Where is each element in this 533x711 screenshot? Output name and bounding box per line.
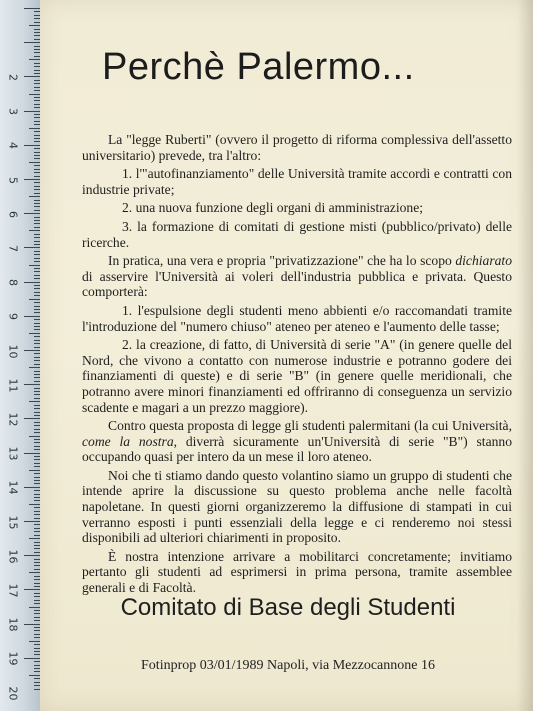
ruler bbox=[0, 0, 41, 711]
text-run: 2. la creazione, di fatto, di Università di serie "A" (in genere quelle del Nord, che vivono a contatto con numerose industrie e potranno godere dei finanziamenti di queste) e di serie "B" (in genere quelle meridionali, che potranno avere minori finanziamenti ed offriranno di conseguenza un servizio scadente e magari a un prezzo maggiore). bbox=[82, 337, 512, 415]
ruler-number: 7 bbox=[6, 245, 20, 252]
ruler-tick bbox=[24, 213, 40, 214]
ruler-tick bbox=[29, 94, 40, 95]
ruler-tick bbox=[24, 145, 40, 146]
text-run: 1. l'espulsione degli studenti meno abbienti e/o raccomandati tramite l'introduzione del "numero chiuso" ateneo per ateneo e l'aumento delle tasse; bbox=[82, 302, 512, 334]
ruler-tick bbox=[29, 675, 40, 676]
ruler-tick bbox=[24, 487, 40, 488]
flyer-title: Perchè Palermo... bbox=[102, 46, 415, 88]
ruler-number: 17 bbox=[6, 583, 20, 598]
ruler-tick bbox=[24, 350, 40, 351]
ruler-tick bbox=[24, 555, 40, 556]
flyer-list-item bbox=[82, 219, 512, 250]
ruler-number: 9 bbox=[6, 313, 20, 321]
ruler-tick bbox=[29, 504, 40, 505]
ruler-tick bbox=[24, 316, 40, 317]
ruler-tick bbox=[24, 179, 40, 180]
flyer-body bbox=[82, 132, 512, 599]
flyer-paragraph bbox=[82, 468, 512, 546]
text-run: Contro questa proposta di legge gli studenti palermitani (la cui Università, bbox=[108, 418, 512, 434]
ruler-tick bbox=[24, 658, 40, 659]
ruler-tick bbox=[29, 333, 40, 334]
emphasis-text: come la nostra bbox=[82, 433, 174, 449]
text-run: È nostra intenzione arrivare a mobilitarci concretamente; invitiamo pertanto gli studenti ad esprimersi in prima persona, tramite assemblee generali e di Facoltà. bbox=[82, 548, 512, 596]
ruler-tick bbox=[24, 589, 40, 590]
text-run: , diverrà sicuramente un'Università di serie "B") stanno occupando quasi per intero da un mese il loro ateneo. bbox=[82, 433, 512, 465]
ruler-number: 14 bbox=[6, 480, 20, 495]
flyer-list-item bbox=[82, 166, 512, 197]
flyer-paper bbox=[40, 0, 533, 711]
text-run: Noi che ti stiamo dando questo volantino siamo un gruppo di studenti che intende aprire la discussione su questo problema anche nelle facoltà napoletane. In questi giorni organizzeremo la diffusione di stampati in cui verranno esposti i punti essenziali della legge e ci renderemo noi stessi disponibili ad ulteriori chiarimenti in proposito. bbox=[82, 467, 512, 546]
ruler-tick bbox=[24, 282, 40, 283]
ruler-number: 12 bbox=[6, 412, 20, 427]
ruler-tick bbox=[29, 401, 40, 402]
ruler-tick bbox=[29, 470, 40, 471]
ruler-tick bbox=[24, 418, 40, 419]
ruler-number: 10 bbox=[6, 344, 20, 359]
ruler-tick bbox=[24, 453, 40, 454]
ruler-number: 3 bbox=[6, 108, 20, 116]
emphasis-text: dichiarato bbox=[455, 253, 512, 269]
ruler-tick bbox=[24, 42, 40, 43]
ruler-tick bbox=[29, 162, 40, 163]
ruler-number: 5 bbox=[6, 176, 20, 184]
ruler-tick bbox=[29, 230, 40, 231]
ruler-tick bbox=[29, 436, 40, 437]
ruler-number: 2 bbox=[6, 74, 20, 81]
text-run: In pratica, una vera e propria "privatizzazione" che ha lo scopo bbox=[108, 253, 456, 269]
paper-edge-shadow bbox=[517, 0, 533, 711]
ruler-number: 8 bbox=[6, 279, 20, 287]
ruler-number: 16 bbox=[6, 549, 20, 564]
ruler-number: 19 bbox=[6, 651, 20, 666]
ruler-tick bbox=[24, 247, 40, 248]
text-run: 2. una nuova funzione degli organi di amministrazione; bbox=[122, 200, 424, 216]
ruler-number: 20 bbox=[6, 686, 20, 701]
ruler-number: 13 bbox=[6, 446, 20, 461]
ruler-number: 18 bbox=[6, 617, 20, 632]
flyer-list-item bbox=[82, 303, 512, 334]
ruler-tick bbox=[24, 521, 40, 522]
ruler-tick bbox=[24, 384, 40, 385]
flyer-paragraph bbox=[82, 418, 512, 465]
ruler-tick bbox=[24, 8, 40, 9]
ruler-tick bbox=[29, 128, 40, 129]
ruler-tick bbox=[29, 59, 40, 60]
text-run: La "legge Ruberti" (ovvero il progetto di riforma complessiva dell'assetto universitario) prevede, tra l'altro: bbox=[82, 132, 512, 163]
ruler-number: 6 bbox=[6, 210, 20, 218]
ruler-tick bbox=[29, 367, 40, 368]
flyer-list-item bbox=[82, 200, 512, 216]
text-run: 3. la formazione di comitati di gestione misti (pubblico/privato) delle ricerche. bbox=[82, 218, 512, 250]
ruler-tick bbox=[29, 572, 40, 573]
ruler-number: 11 bbox=[6, 378, 20, 393]
flyer-footer: Fotinprop 03/01/1989 Napoli, via Mezzocannone 16 bbox=[141, 658, 435, 673]
ruler-tick bbox=[29, 299, 40, 300]
text-run: 1. l'"autofinanziamento" delle Università tramite accordi e contratti con industrie private; bbox=[82, 166, 512, 197]
ruler-tick bbox=[24, 76, 40, 77]
flyer-signature: Comitato di Base degli Studenti bbox=[120, 594, 456, 621]
ruler-tick bbox=[29, 265, 40, 266]
ruler-number: 15 bbox=[6, 515, 20, 530]
ruler-tick bbox=[29, 607, 40, 608]
ruler-tick bbox=[29, 25, 40, 26]
ruler-tick bbox=[24, 624, 40, 625]
ruler-tick bbox=[29, 196, 40, 197]
flyer-paragraph bbox=[82, 253, 512, 300]
ruler-number: 4 bbox=[6, 142, 20, 150]
flyer-paragraph bbox=[82, 132, 512, 163]
ruler-tick bbox=[24, 111, 40, 112]
ruler-tick bbox=[29, 641, 40, 642]
flyer-list-item bbox=[82, 337, 512, 415]
flyer-paragraph bbox=[82, 549, 512, 596]
ruler-tick bbox=[29, 538, 40, 539]
text-run: di asservire l'Università ai voleri dell'industria pubblica e privata. Questo comporterà: bbox=[82, 268, 512, 300]
